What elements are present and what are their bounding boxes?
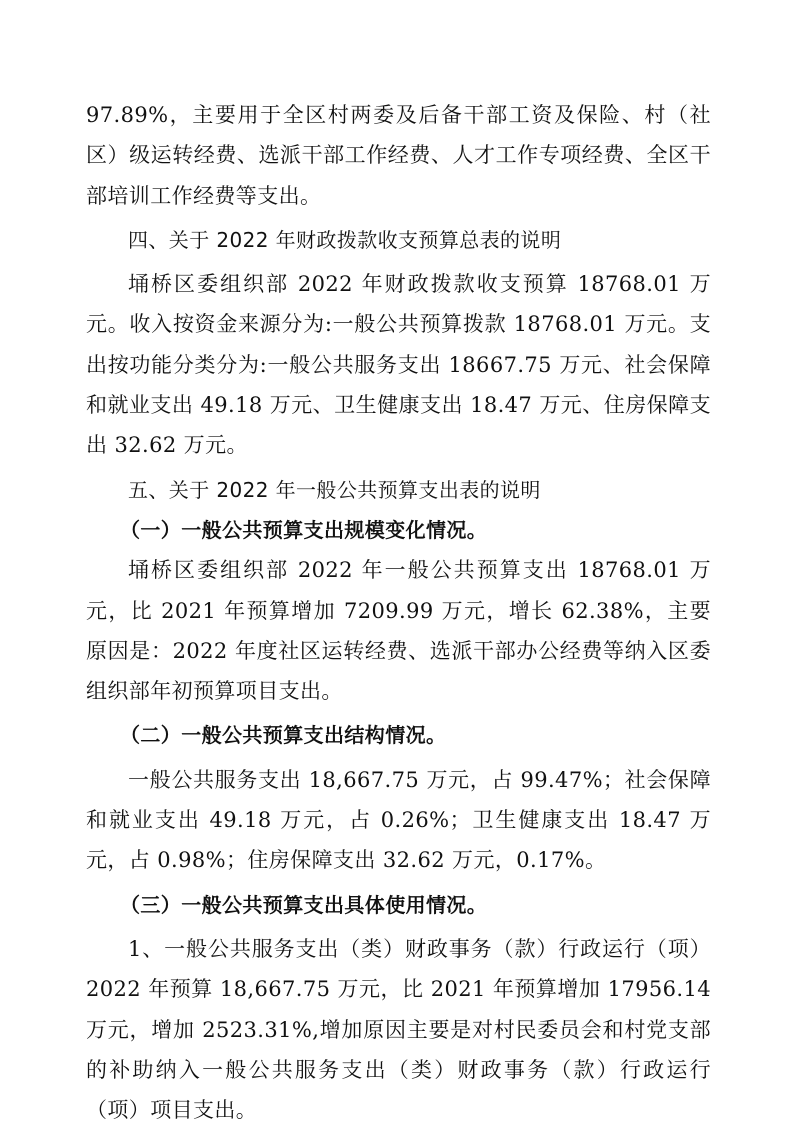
document-page [86, 95, 711, 1130]
paragraph-budget-usage: 97.89%，主要用于全区村两委及后备干部工资及保险、村（社区）级运转经费、选派干部工作经费、人才工作专项经费、全区干部培训工作经费等支出。 [86, 103, 711, 208]
heading-section-four: 四、关于 2022 年财政拨款收支预算总表的说明 [128, 227, 562, 252]
subheading-structure: （二）一般公共预算支出结构情况。 [120, 723, 447, 748]
paragraph-revenue-expenditure: 埇桥区委组织部 2022 年财政拨款收支预算 18768.01 万元。收入按资金来源分为:一般公共预算拨款 18768.01 万元。支出按功能分类分为:一般公共服务支出 18667.75 万元、社会保障和就业支出 49.18 万元、卫生健康支出 18.47 万元、住房保障支出 32.62 万元。 [86, 272, 711, 458]
paragraph-scale-change: 埇桥区委组织部 2022 年一般公共预算支出 18768.01 万元，比 2021 年预算增加 7209.99 万元，增长 62.38%，主要原因是：2022 年度社区运转经费、选派干部办公经费等纳入区委组织部年初预算项目支出。 [86, 558, 711, 704]
paragraph-specific-use: 1、一般公共服务支出（类）财政事务（款）行政运行（项）2022 年预算 18,667.75 万元，比 2021 年预算增加 17956.14 万元，增加 2523.31%,增加原因主要是对村民委员会和村党支部的补助纳入一般公共服务支出（类）财政事务（款）行政运行（项）项目支出。 [86, 936, 711, 1123]
subheading-scale-change: （一）一般公共预算支出规模变化情况。 [120, 517, 488, 542]
heading-section-five: 五、关于 2022 年一般公共预算支出表的说明 [128, 477, 541, 502]
subheading-specific-use: （三）一般公共预算支出具体使用情况。 [120, 892, 488, 917]
paragraph-structure: 一般公共服务支出 18,667.75 万元，占 99.47%；社会保障和就业支出 49.18 万元，占 0.26%；卫生健康支出 18.47 万元，占 0.98%；住房保障支出 32.62 万元，0.17%。 [86, 767, 711, 873]
